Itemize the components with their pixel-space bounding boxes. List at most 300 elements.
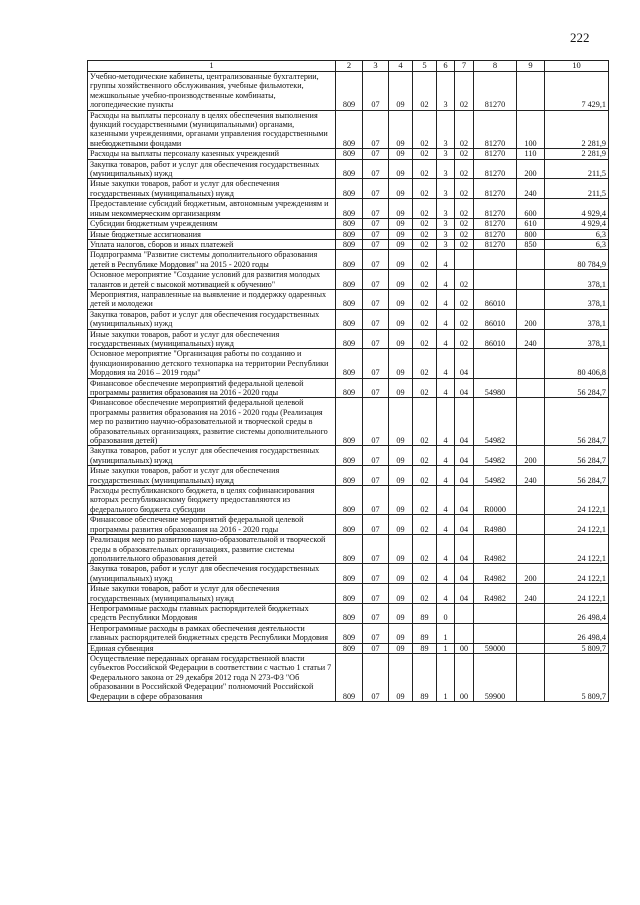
direction-code: 81270 <box>474 149 517 159</box>
expense-type-code <box>517 250 545 270</box>
table-row <box>88 309 609 329</box>
table-row <box>88 219 609 229</box>
table-row <box>88 535 609 564</box>
activity-code: 04 <box>455 398 474 446</box>
section-code: 07 <box>363 110 389 149</box>
program-code: 02 <box>413 329 437 349</box>
table-row <box>88 603 609 623</box>
row-description: Расходы на выплаты персоналу в целях обеспечения выполнения функций государственными (муниципальными) органами, казенными учреждениями, органами управления государственными внебюджетными фондами <box>88 110 336 149</box>
table-row <box>88 159 609 179</box>
table-row <box>88 229 609 239</box>
program-code: 02 <box>413 349 437 378</box>
amount: 26 498,4 <box>545 603 609 623</box>
section-code: 07 <box>363 535 389 564</box>
subsection-code: 09 <box>389 564 413 584</box>
program-code: 02 <box>413 309 437 329</box>
direction-code: 54982 <box>474 446 517 466</box>
subsection-code: 09 <box>389 446 413 466</box>
program-code: 02 <box>413 486 437 515</box>
expense-type-code: 200 <box>517 159 545 179</box>
direction-code <box>474 349 517 378</box>
row-description: Расходы республиканского бюджета, в целях софинансирования которых республиканскому бюджету предоставляются из федерального бюджета субсидии <box>88 486 336 515</box>
subprogram-code: 3 <box>437 199 455 219</box>
activity-code: 02 <box>455 239 474 249</box>
expense-type-code: 200 <box>517 564 545 584</box>
subsection-code: 09 <box>389 159 413 179</box>
activity-code: 00 <box>455 643 474 653</box>
expense-type-code <box>517 398 545 446</box>
subsection-code: 09 <box>389 486 413 515</box>
subprogram-code: 4 <box>437 349 455 378</box>
program-code: 89 <box>413 603 437 623</box>
section-code: 07 <box>363 229 389 239</box>
subprogram-code: 3 <box>437 239 455 249</box>
direction-code: 59900 <box>474 653 517 701</box>
row-description: Иные бюджетные ассигнования <box>88 229 336 239</box>
ministry-code: 809 <box>336 72 363 111</box>
activity-code <box>455 603 474 623</box>
program-code: 02 <box>413 378 437 398</box>
ministry-code: 809 <box>336 623 363 643</box>
subsection-code: 09 <box>389 309 413 329</box>
amount: 24 122,1 <box>545 515 609 535</box>
amount: 378,1 <box>545 309 609 329</box>
table-row <box>88 643 609 653</box>
ministry-code: 809 <box>336 199 363 219</box>
activity-code: 04 <box>455 466 474 486</box>
row-description: Непрограммные расходы в рамках обеспечения деятельности главных распорядителей бюджетных средств Республики Мордовия <box>88 623 336 643</box>
activity-code: 04 <box>455 515 474 535</box>
expense-type-code <box>517 603 545 623</box>
amount: 24 122,1 <box>545 535 609 564</box>
amount: 56 284,7 <box>545 446 609 466</box>
column-header: 2 <box>336 61 363 72</box>
table-row <box>88 72 609 111</box>
program-code: 02 <box>413 159 437 179</box>
direction-code: R0000 <box>474 486 517 515</box>
ministry-code: 809 <box>336 270 363 290</box>
expense-type-code: 100 <box>517 110 545 149</box>
subsection-code: 09 <box>389 584 413 604</box>
program-code: 02 <box>413 535 437 564</box>
activity-code: 02 <box>455 159 474 179</box>
program-code: 89 <box>413 643 437 653</box>
ministry-code: 809 <box>336 250 363 270</box>
table-row <box>88 239 609 249</box>
subprogram-code: 4 <box>437 329 455 349</box>
subprogram-code: 4 <box>437 535 455 564</box>
table-row <box>88 584 609 604</box>
program-code: 02 <box>413 199 437 219</box>
subprogram-code: 3 <box>437 179 455 199</box>
program-code: 02 <box>413 446 437 466</box>
column-header: 6 <box>437 61 455 72</box>
table-row <box>88 349 609 378</box>
ministry-code: 809 <box>336 239 363 249</box>
amount: 56 284,7 <box>545 466 609 486</box>
row-description: Основное мероприятие "Создание условий для развития молодых талантов и детей с высокой мотивацией к обучению" <box>88 270 336 290</box>
row-description: Иные закупки товаров, работ и услуг для обеспечения государственных (муниципальных) нужд <box>88 329 336 349</box>
program-code: 89 <box>413 623 437 643</box>
program-code: 02 <box>413 398 437 446</box>
program-code: 02 <box>413 466 437 486</box>
subsection-code: 09 <box>389 289 413 309</box>
subsection-code: 09 <box>389 329 413 349</box>
section-code: 07 <box>363 159 389 179</box>
ministry-code: 809 <box>336 329 363 349</box>
subsection-code: 09 <box>389 466 413 486</box>
subsection-code: 09 <box>389 535 413 564</box>
activity-code <box>455 623 474 643</box>
ministry-code: 809 <box>336 229 363 239</box>
program-code: 02 <box>413 270 437 290</box>
subsection-code: 09 <box>389 398 413 446</box>
program-code: 02 <box>413 289 437 309</box>
column-header: 7 <box>455 61 474 72</box>
subprogram-code: 3 <box>437 149 455 159</box>
subprogram-code: 0 <box>437 603 455 623</box>
subprogram-code: 4 <box>437 515 455 535</box>
expense-type-code <box>517 653 545 701</box>
expense-type-code: 110 <box>517 149 545 159</box>
subsection-code: 09 <box>389 239 413 249</box>
subprogram-code: 4 <box>437 584 455 604</box>
direction-code: 54982 <box>474 398 517 446</box>
direction-code: 81270 <box>474 239 517 249</box>
direction-code: 81270 <box>474 159 517 179</box>
expense-type-code: 240 <box>517 584 545 604</box>
activity-code: 04 <box>455 564 474 584</box>
activity-code: 04 <box>455 378 474 398</box>
direction-code: 81270 <box>474 219 517 229</box>
amount: 2 281,9 <box>545 149 609 159</box>
program-code: 02 <box>413 149 437 159</box>
amount: 5 809,7 <box>545 643 609 653</box>
table-body <box>88 72 609 702</box>
subsection-code: 09 <box>389 219 413 229</box>
activity-code: 02 <box>455 270 474 290</box>
row-description: Финансовое обеспечение мероприятий федеральной целевой программы развития образования на 2016 - 2020 годы (Реализация мер по развитию научно-образовательной и творческой среды в образовательных организациях, развитие системы дополнительного образования детей) <box>88 398 336 446</box>
ministry-code: 809 <box>336 603 363 623</box>
amount: 5 809,7 <box>545 653 609 701</box>
subprogram-code: 1 <box>437 643 455 653</box>
expense-type-code: 850 <box>517 239 545 249</box>
activity-code <box>455 250 474 270</box>
section-code: 07 <box>363 329 389 349</box>
amount: 211,5 <box>545 159 609 179</box>
direction-code: R4982 <box>474 564 517 584</box>
row-description: Закупка товаров, работ и услуг для обеспечения государственных (муниципальных) нужд <box>88 446 336 466</box>
column-header: 8 <box>474 61 517 72</box>
column-header: 5 <box>413 61 437 72</box>
section-code: 07 <box>363 603 389 623</box>
column-header: 3 <box>363 61 389 72</box>
table-row <box>88 179 609 199</box>
row-description: Финансовое обеспечение мероприятий федеральной целевой программы развития образования на 2016 - 2020 годы <box>88 378 336 398</box>
activity-code: 02 <box>455 72 474 111</box>
section-code: 07 <box>363 653 389 701</box>
ministry-code: 809 <box>336 349 363 378</box>
table-row <box>88 564 609 584</box>
row-description: Подпрограмма "Развитие системы дополнительного образования детей в Республике Мордовия" на 2015 - 2020 годы <box>88 250 336 270</box>
direction-code: R4982 <box>474 584 517 604</box>
amount: 4 929,4 <box>545 199 609 219</box>
direction-code: 81270 <box>474 110 517 149</box>
subprogram-code: 4 <box>437 446 455 466</box>
ministry-code: 809 <box>336 110 363 149</box>
ministry-code: 809 <box>336 219 363 229</box>
amount: 2 281,9 <box>545 110 609 149</box>
row-description: Осуществление переданных органам государственной власти субъектов Российской Федерации в соответствии с частью 1 статьи 7 Федерального закона от 29 декабря 2012 года N 273-ФЗ "Об образовании в Российской Федерации" полномочий Российской Федерации в сфере образования <box>88 653 336 701</box>
amount: 4 929,4 <box>545 219 609 229</box>
subsection-code: 09 <box>389 643 413 653</box>
activity-code: 02 <box>455 289 474 309</box>
activity-code: 02 <box>455 219 474 229</box>
amount: 378,1 <box>545 329 609 349</box>
subprogram-code: 1 <box>437 623 455 643</box>
ministry-code: 809 <box>336 486 363 515</box>
expense-type-code <box>517 378 545 398</box>
direction-code: 86010 <box>474 329 517 349</box>
subprogram-code: 3 <box>437 229 455 239</box>
direction-code: 59000 <box>474 643 517 653</box>
page-number: 222 <box>570 30 590 45</box>
expense-type-code: 240 <box>517 329 545 349</box>
amount: 378,1 <box>545 270 609 290</box>
direction-code <box>474 623 517 643</box>
row-description: Предоставление субсидий бюджетным, автономным учреждениям и иным некоммерческим организациям <box>88 199 336 219</box>
subsection-code: 09 <box>389 653 413 701</box>
table-row <box>88 250 609 270</box>
direction-code <box>474 603 517 623</box>
amount: 211,5 <box>545 179 609 199</box>
activity-code: 02 <box>455 149 474 159</box>
amount: 7 429,1 <box>545 72 609 111</box>
amount: 26 498,4 <box>545 623 609 643</box>
program-code: 02 <box>413 584 437 604</box>
row-description: Мероприятия, направленные на выявление и поддержку одаренных детей и молодежи <box>88 289 336 309</box>
program-code: 02 <box>413 219 437 229</box>
subprogram-code: 4 <box>437 378 455 398</box>
subsection-code: 09 <box>389 378 413 398</box>
table-row <box>88 398 609 446</box>
row-description: Финансовое обеспечение мероприятий федеральной целевой программы развития образования на 2016 - 2020 годы <box>88 515 336 535</box>
activity-code: 04 <box>455 349 474 378</box>
ministry-code: 809 <box>336 653 363 701</box>
table-row <box>88 623 609 643</box>
subsection-code: 09 <box>389 149 413 159</box>
subsection-code: 09 <box>389 349 413 378</box>
ministry-code: 809 <box>336 535 363 564</box>
activity-code: 02 <box>455 179 474 199</box>
expense-type-code: 200 <box>517 309 545 329</box>
activity-code: 02 <box>455 199 474 219</box>
row-description: Единая субвенция <box>88 643 336 653</box>
activity-code: 04 <box>455 486 474 515</box>
ministry-code: 809 <box>336 564 363 584</box>
row-description: Основное мероприятие "Организация работы по созданию и функционированию детского технопарка на территории Республики Мордовия на 2016 – 2019 годы" <box>88 349 336 378</box>
section-code: 07 <box>363 643 389 653</box>
direction-code: 86010 <box>474 289 517 309</box>
subprogram-code: 4 <box>437 309 455 329</box>
expense-type-code: 200 <box>517 446 545 466</box>
section-code: 07 <box>363 446 389 466</box>
subsection-code: 09 <box>389 110 413 149</box>
ministry-code: 809 <box>336 289 363 309</box>
table-row <box>88 446 609 466</box>
subsection-code: 09 <box>389 603 413 623</box>
ministry-code: 809 <box>336 149 363 159</box>
subprogram-code: 4 <box>437 398 455 446</box>
table-row <box>88 270 609 290</box>
ministry-code: 809 <box>336 643 363 653</box>
amount: 80 406,8 <box>545 349 609 378</box>
program-code: 89 <box>413 653 437 701</box>
column-header: 4 <box>389 61 413 72</box>
activity-code: 00 <box>455 653 474 701</box>
row-description: Учебно-методические кабинеты, централизованные бухгалтерии, группы хозяйственного обслуживания, учебные фильмотеки, межшкольные учебно-производственные комбинаты, логопедические пункты <box>88 72 336 111</box>
table-row <box>88 329 609 349</box>
amount: 6,3 <box>545 229 609 239</box>
subprogram-code: 3 <box>437 72 455 111</box>
table-row <box>88 466 609 486</box>
program-code: 02 <box>413 179 437 199</box>
ministry-code: 809 <box>336 466 363 486</box>
section-code: 07 <box>363 289 389 309</box>
section-code: 07 <box>363 486 389 515</box>
direction-code: 81270 <box>474 179 517 199</box>
section-code: 07 <box>363 564 389 584</box>
column-header: 1 <box>88 61 336 72</box>
ministry-code: 809 <box>336 584 363 604</box>
direction-code: 54980 <box>474 378 517 398</box>
section-code: 07 <box>363 199 389 219</box>
expense-type-code <box>517 270 545 290</box>
ministry-code: 809 <box>336 515 363 535</box>
subsection-code: 09 <box>389 229 413 239</box>
table-row <box>88 289 609 309</box>
row-description: Иные закупки товаров, работ и услуг для обеспечения государственных (муниципальных) нужд <box>88 179 336 199</box>
subprogram-code: 4 <box>437 466 455 486</box>
subsection-code: 09 <box>389 250 413 270</box>
section-code: 07 <box>363 466 389 486</box>
ministry-code: 809 <box>336 309 363 329</box>
program-code: 02 <box>413 72 437 111</box>
subsection-code: 09 <box>389 179 413 199</box>
direction-code <box>474 270 517 290</box>
expense-type-code <box>517 486 545 515</box>
ministry-code: 809 <box>336 179 363 199</box>
direction-code: R4980 <box>474 515 517 535</box>
direction-code: 86010 <box>474 309 517 329</box>
subsection-code: 09 <box>389 515 413 535</box>
amount: 378,1 <box>545 289 609 309</box>
direction-code <box>474 250 517 270</box>
column-header: 10 <box>545 61 609 72</box>
activity-code: 02 <box>455 329 474 349</box>
row-description: Непрограммные расходы главных распорядителей бюджетных средств Республики Мордовия <box>88 603 336 623</box>
expense-type-code <box>517 289 545 309</box>
subprogram-code: 4 <box>437 486 455 515</box>
expense-type-code: 610 <box>517 219 545 229</box>
amount: 24 122,1 <box>545 486 609 515</box>
ministry-code: 809 <box>336 398 363 446</box>
table-row <box>88 110 609 149</box>
section-code: 07 <box>363 309 389 329</box>
direction-code: 81270 <box>474 229 517 239</box>
subsection-code: 09 <box>389 72 413 111</box>
section-code: 07 <box>363 378 389 398</box>
subprogram-code: 3 <box>437 219 455 229</box>
row-description: Субсидии бюджетным учреждениям <box>88 219 336 229</box>
expense-type-code: 600 <box>517 199 545 219</box>
program-code: 02 <box>413 250 437 270</box>
table-row <box>88 378 609 398</box>
section-code: 07 <box>363 584 389 604</box>
activity-code: 04 <box>455 446 474 466</box>
row-description: Закупка товаров, работ и услуг для обеспечения государственных (муниципальных) нужд <box>88 564 336 584</box>
subprogram-code: 4 <box>437 270 455 290</box>
subprogram-code: 3 <box>437 110 455 149</box>
activity-code: 04 <box>455 535 474 564</box>
section-code: 07 <box>363 149 389 159</box>
section-code: 07 <box>363 250 389 270</box>
expense-type-code <box>517 515 545 535</box>
ministry-code: 809 <box>336 446 363 466</box>
table-row <box>88 515 609 535</box>
column-header: 9 <box>517 61 545 72</box>
row-description: Иные закупки товаров, работ и услуг для обеспечения государственных (муниципальных) нужд <box>88 584 336 604</box>
expense-type-code <box>517 623 545 643</box>
subsection-code: 09 <box>389 270 413 290</box>
section-code: 07 <box>363 515 389 535</box>
row-description: Закупка товаров, работ и услуг для обеспечения государственных (муниципальных) нужд <box>88 159 336 179</box>
subprogram-code: 1 <box>437 653 455 701</box>
expense-type-code <box>517 643 545 653</box>
row-description: Уплата налогов, сборов и иных платежей <box>88 239 336 249</box>
table-row <box>88 149 609 159</box>
activity-code: 02 <box>455 229 474 239</box>
expense-type-code: 240 <box>517 466 545 486</box>
amount: 24 122,1 <box>545 584 609 604</box>
section-code: 07 <box>363 179 389 199</box>
program-code: 02 <box>413 239 437 249</box>
amount: 6,3 <box>545 239 609 249</box>
activity-code: 02 <box>455 309 474 329</box>
section-code: 07 <box>363 623 389 643</box>
subsection-code: 09 <box>389 199 413 219</box>
subprogram-code: 3 <box>437 159 455 179</box>
program-code: 02 <box>413 229 437 239</box>
section-code: 07 <box>363 398 389 446</box>
section-code: 07 <box>363 72 389 111</box>
subprogram-code: 4 <box>437 564 455 584</box>
section-code: 07 <box>363 239 389 249</box>
activity-code: 02 <box>455 110 474 149</box>
subprogram-code: 4 <box>437 289 455 309</box>
amount: 24 122,1 <box>545 564 609 584</box>
expense-type-code <box>517 535 545 564</box>
row-description: Реализация мер по развитию научно-образовательной и творческой среды в образовательных организациях, развитие системы дополнительного образования детей <box>88 535 336 564</box>
direction-code: 81270 <box>474 199 517 219</box>
direction-code: 54982 <box>474 466 517 486</box>
subsection-code: 09 <box>389 623 413 643</box>
row-description: Расходы на выплаты персоналу казенных учреждений <box>88 149 336 159</box>
direction-code: R4982 <box>474 535 517 564</box>
amount: 56 284,7 <box>545 398 609 446</box>
expense-type-code <box>517 349 545 378</box>
section-code: 07 <box>363 219 389 229</box>
